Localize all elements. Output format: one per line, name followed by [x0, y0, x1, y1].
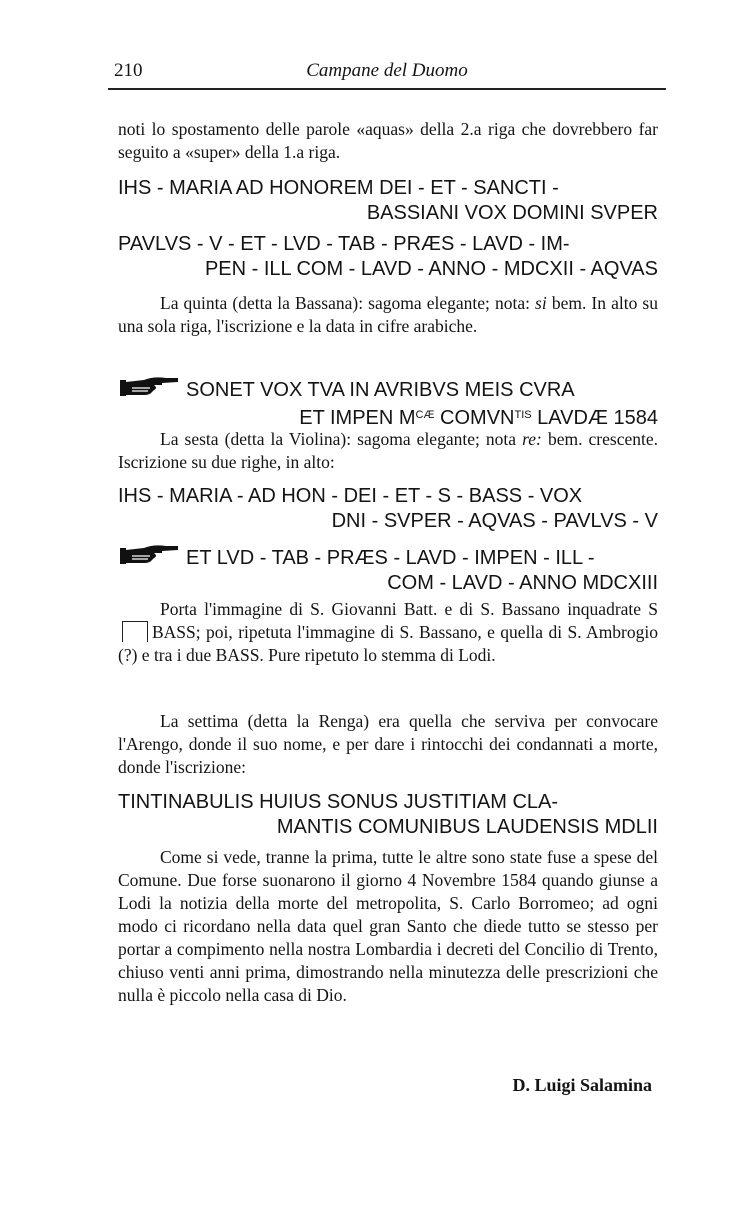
- inscription-text: COMVN: [434, 407, 515, 429]
- paragraph-sesta: [118, 428, 658, 474]
- inscription-sixth: [118, 790, 658, 840]
- paragraph-come: Come si vede, tranne la prima, tutte le altre sono state fuse a spese del Comune. Due forse suonarono il giorno 4 Novembre 1584 quando giunse a Lodi la notizia della morte del metropolita, S. Carlo Borromeo; ad ogni modo ci ricordano nella data quel gran Santo che diede tutto se stesso per portar a compimento nella nostra Lombardia i decreti del Concilio di Trento, chiuso venti anni prima, dimostrando nella minutezza delle prescrizioni che nulla è piccolo nella casa di Dio.: [118, 847, 658, 1005]
- paragraph-text: La quinta (detta la Bassana): sagoma elegante; nota:: [160, 293, 536, 313]
- inscription-line: [118, 403, 658, 431]
- inscription-line: IHS - MARIA AD HONOREM DEI - ET - SANCTI -: [118, 177, 559, 199]
- musical-note: re:: [522, 429, 542, 449]
- inscription-line: IHS - MARIA - AD HON - DEI - ET - S - BASS - VOX: [118, 485, 583, 507]
- inscription-line: DNI - SVPER - AQVAS - PAVLVS - V: [331, 510, 658, 532]
- inscription-first: [118, 176, 658, 226]
- frame-mark-icon: [122, 621, 148, 642]
- inscription-line: BASSIANI VOX DOMINI SVPER: [366, 202, 658, 224]
- pointing-hand-icon: [118, 542, 180, 566]
- paragraph-note: noti lo spostamento delle parole «aquas» della 2.a riga che dovrebbero far seguito a «super» della 1.a riga.: [118, 119, 658, 162]
- inscription-fifth: [118, 542, 658, 596]
- paragraph-text: La sesta (detta la Violina): sagoma elegante; nota: [160, 429, 523, 449]
- inscription-line: PEN - ILL COM - LAVD - ANNO - MDCXII - AQVAS: [204, 258, 658, 280]
- paragraph-text: Porta l'immagine di S. Giovanni Batt. e di S. Bassano inquadrate S: [160, 599, 658, 619]
- inscription-line: COM - LAVD - ANNO MDCXIII: [387, 572, 658, 594]
- paragraph-porta: [118, 598, 658, 667]
- inscription-text: ET LVD - TAB - PRÆS - LAVD - IMPEN - ILL -: [186, 547, 595, 569]
- inscription-text: SONET VOX TVA IN AVRIBVS MEIS CVRA: [186, 379, 575, 401]
- inscription-line: PAVLVS - V - ET - LVD - TAB - PRÆS - LAVD - IM-: [118, 233, 570, 255]
- inscription-third: [118, 374, 658, 431]
- inscription-fourth: [118, 484, 658, 534]
- inscription-superscript: CÆ: [415, 409, 435, 421]
- inscription-line: [118, 374, 658, 403]
- inscription-text: LAVDÆ 1584: [531, 407, 658, 429]
- inscription-superscript: TIS: [514, 409, 532, 421]
- inscription-text: ET IMPEN M: [299, 407, 416, 429]
- musical-note: si: [535, 293, 547, 313]
- paragraph-text: bem. In alto su una sola riga, l'iscrizione e la data in cifre arabiche.: [118, 293, 658, 336]
- inscription-second: [118, 232, 658, 282]
- inscription-line: TINTINABULIS HUIUS SONUS JUSTITIAM CLA-: [118, 791, 559, 813]
- running-title: Campane del Duomo: [306, 60, 468, 81]
- inscription-line: MANTIS COMUNIBUS LAUDENSIS MDLII: [276, 816, 658, 838]
- page-number: 210: [114, 60, 143, 81]
- paragraph-settima: La settima (detta la Renga) era quella che serviva per convocare l'Arengo, donde il suo nome, e per dare i rintocchi dei condannati a morte, donde l'iscrizione:: [118, 711, 658, 777]
- paragraph-text: bem. crescente. Iscrizione su due righe, in alto:: [118, 429, 658, 472]
- page-header: [108, 58, 666, 90]
- paragraph-quinta: [118, 292, 658, 338]
- inscription-line: [118, 542, 658, 571]
- author-signature: D. Luigi Salamina: [512, 1075, 652, 1095]
- pointing-hand-icon: [118, 374, 180, 398]
- paragraph-text: BASS; poi, ripetuta l'immagine di S. Bassano, e quella di S. Ambrogio (?) e tra i due BASS. Pure ripetuto lo stemma di Lodi.: [118, 622, 658, 665]
